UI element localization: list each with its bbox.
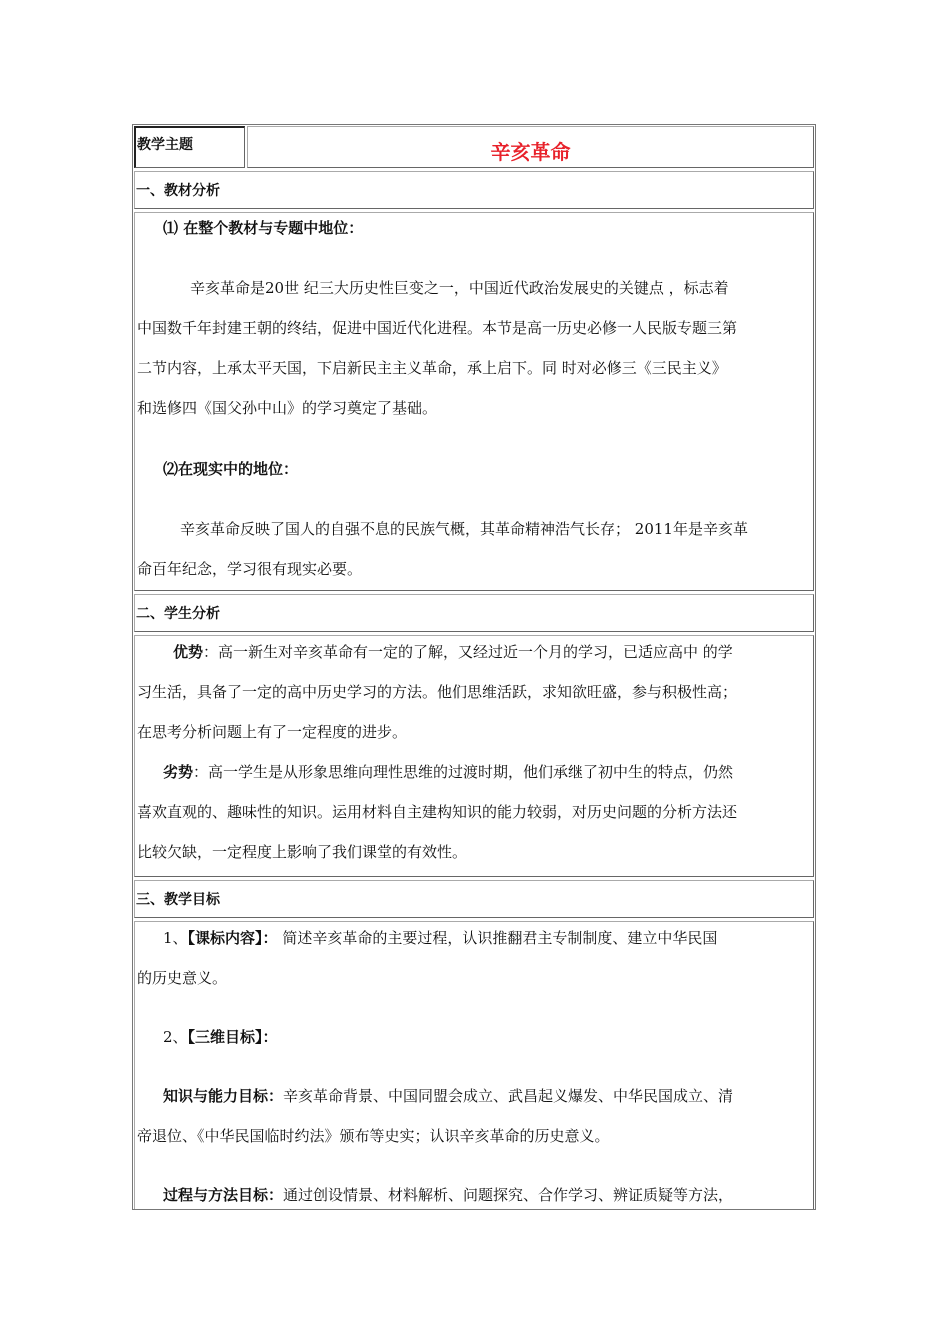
disadvantage-label: 劣势 <box>163 763 194 781</box>
paragraph-line: 喜欢直观的、趣味性的知识。运用材料自主建构知识的能力较弱，对历史问题的分析方法还 <box>137 803 738 821</box>
section-title: 一、教材分析 <box>136 183 220 199</box>
paragraph-line: 辛亥革命反映了国人的自强不息的民族气概，其革命精神浩气长存； 2011年是辛亥革 <box>180 520 748 538</box>
section-body-students <box>134 635 814 877</box>
paragraph-line: ：高一新生对辛亥革命有一定的了解，又经过近一个月的学习，已适应高中 的学 <box>203 643 733 661</box>
section-body-textbook <box>134 212 814 591</box>
section-header-objectives <box>134 880 814 918</box>
paragraph-line: 的历史意义。 <box>137 969 228 987</box>
topic-label: 教学主题 <box>137 137 193 153</box>
paragraph-line: 二节内容，上承太平天国，下启新民主主义革命，承上启下。同 时对必修三《三民主义》 <box>137 359 727 377</box>
paragraph-line: ：高一学生是从形象思维向理性思维的过渡时期，他们承继了初中生的特点，仍然 <box>193 763 734 781</box>
sub-heading: ⑵在现实中的地位： <box>163 460 299 478</box>
paragraph-line: 比较欠缺，一定程度上影响了我们课堂的有效性。 <box>137 843 468 861</box>
topic-label-cell <box>134 126 245 168</box>
paragraph-line: 简述辛亥革命的主要过程，认识推翻君主专制制度、建立中华民国 <box>277 929 718 947</box>
paragraph-line: 在思考分析问题上有了一定程度的进步。 <box>137 723 408 741</box>
sub-heading: ⑴ 在整个教材与专题中地位： <box>163 219 364 237</box>
section-body-objectives <box>134 921 814 1210</box>
item-number: 2、 <box>163 1028 188 1046</box>
paragraph-line: 辛亥革命是20世 纪三大历史性巨变之一，中国近代政治发展史的关键点 ，标志着 <box>190 279 729 297</box>
section-title: 三、教学目标 <box>136 892 220 908</box>
item-label: 【三维目标】： <box>187 1028 278 1046</box>
item-label: 【课标内容】： <box>187 929 278 947</box>
lesson-plan-table <box>132 124 816 1210</box>
section-header-students <box>134 594 814 632</box>
paragraph-line: 辛亥革命背景、中国同盟会成立、武昌起义爆发、中华民国成立、清 <box>283 1087 734 1105</box>
paragraph-line: 命百年纪念，学习很有现实必要。 <box>137 560 363 578</box>
paragraph-line: 帝退位、《中华民国临时约法》颁布等史实；认识辛亥革命的历史意义。 <box>137 1127 610 1145</box>
advantage-label: 优势 <box>173 643 204 661</box>
section-header-textbook <box>134 171 814 209</box>
section-title: 二、学生分析 <box>136 606 220 622</box>
paragraph-line: 中国数千年封建王朝的终结，促进中国近代化进程。本节是高一历史必修一人民版专题三第 <box>137 319 738 337</box>
paragraph-line: 和选修四《国父孙中山》的学习奠定了基础。 <box>137 399 438 417</box>
topic-title: 辛亥革命 <box>490 140 571 164</box>
knowledge-label: 知识与能力目标： <box>163 1087 284 1105</box>
process-label: 过程与方法目标： <box>163 1186 284 1204</box>
item-number: 1、 <box>163 929 188 947</box>
paragraph-line: 通过创设情景、材料解析、问题探究、合作学习、辨证质疑等方法， <box>283 1186 734 1204</box>
topic-title-cell <box>247 126 814 168</box>
paragraph-line: 习生活，具备了一定的高中历史学习的方法。他们思维活跃，求知欲旺盛，参与积极性高； <box>137 683 738 701</box>
